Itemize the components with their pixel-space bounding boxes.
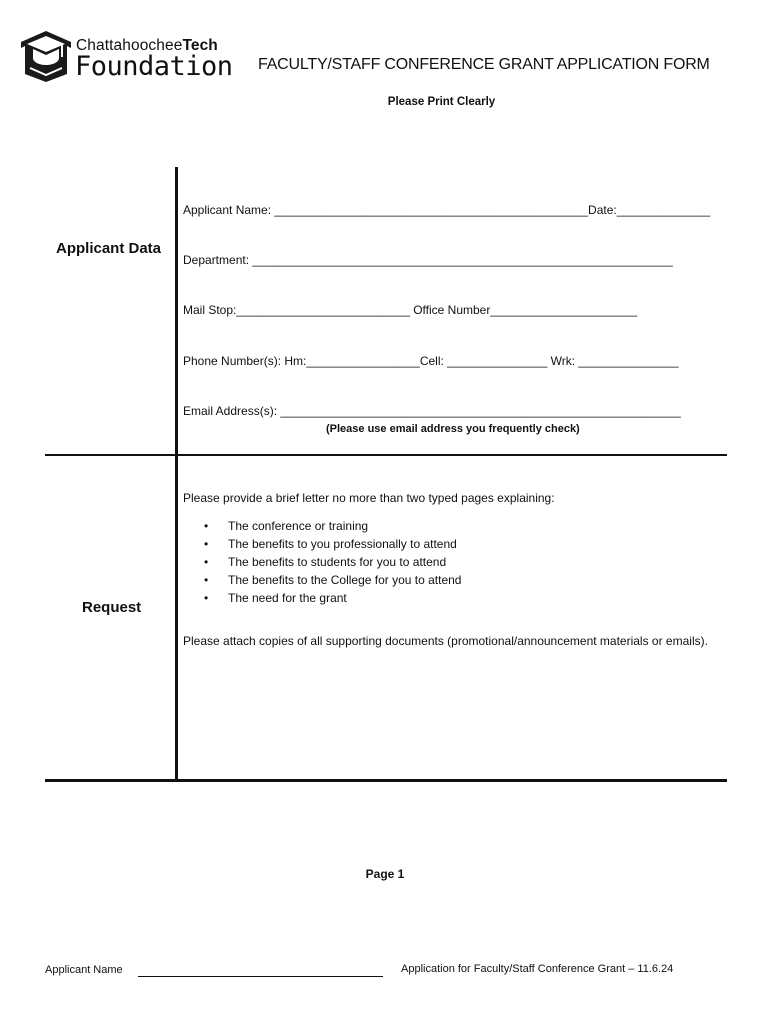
logo-text-regular: Chattahoochee bbox=[76, 37, 183, 54]
phone-numbers-field[interactable]: Phone Number(s): Hm:_________________Cell: _______________ Wrk: _______________ bbox=[183, 354, 679, 368]
bullet-dot-icon: • bbox=[204, 537, 209, 551]
bullet-dot-icon: • bbox=[204, 591, 209, 605]
bullet-dot-icon: • bbox=[204, 573, 209, 587]
bullet-dot-icon: • bbox=[204, 519, 209, 533]
footer-application-title: Application for Faculty/Staff Conference Grant – 11.6.24 bbox=[401, 963, 674, 975]
table-bottom-border bbox=[45, 779, 727, 782]
form-title: FACULTY/STAFF CONFERENCE GRANT APPLICATION FORM bbox=[258, 56, 710, 73]
applicant-data-label: Applicant Data bbox=[56, 240, 162, 257]
list-item bbox=[204, 535, 461, 553]
request-label: Request bbox=[82, 599, 142, 616]
foundation-logo bbox=[20, 28, 242, 84]
logo-text-bold: Tech bbox=[182, 37, 218, 54]
list-item bbox=[204, 571, 461, 589]
footer-applicant-name-line[interactable] bbox=[138, 976, 383, 977]
list-item-text: The benefits to you professionally to attend bbox=[228, 537, 457, 551]
graduation-cap-shield-icon bbox=[20, 30, 72, 82]
email-note: (Please use email address you frequently check) bbox=[326, 423, 580, 435]
request-bullet-list bbox=[204, 517, 461, 607]
list-item bbox=[204, 517, 461, 535]
list-item bbox=[204, 589, 461, 607]
bullet-dot-icon: • bbox=[204, 555, 209, 569]
page-number: Page 1 bbox=[365, 867, 405, 881]
department-field[interactable]: Department: _______________________________________________________________ bbox=[183, 253, 673, 267]
list-item-text: The benefits to students for you to attend bbox=[228, 555, 447, 569]
mailstop-office-field[interactable]: Mail Stop:__________________________ Office Number______________________ bbox=[183, 303, 638, 317]
footer-applicant-name-label: Applicant Name bbox=[45, 964, 123, 976]
request-intro: Please provide a brief letter no more than two typed pages explaining: bbox=[183, 491, 555, 505]
list-item-text: The need for the grant bbox=[228, 591, 347, 605]
applicant-name-field[interactable]: Applicant Name: _______________________________________________Date:______________ bbox=[183, 203, 711, 217]
form-subtitle: Please Print Clearly bbox=[387, 96, 496, 108]
attach-instructions: Please attach copies of all supporting documents (promotional/announcement materials or emails). bbox=[183, 634, 708, 648]
logo-text-line2: Foundation bbox=[75, 51, 233, 82]
email-address-field[interactable]: Email Address(s): ____________________________________________________________ bbox=[183, 404, 681, 418]
list-item-text: The conference or training bbox=[228, 519, 369, 533]
list-item bbox=[204, 553, 461, 571]
table-vertical-divider bbox=[175, 167, 178, 780]
list-item-text: The benefits to the College for you to attend bbox=[228, 573, 462, 587]
section-divider bbox=[45, 454, 727, 456]
